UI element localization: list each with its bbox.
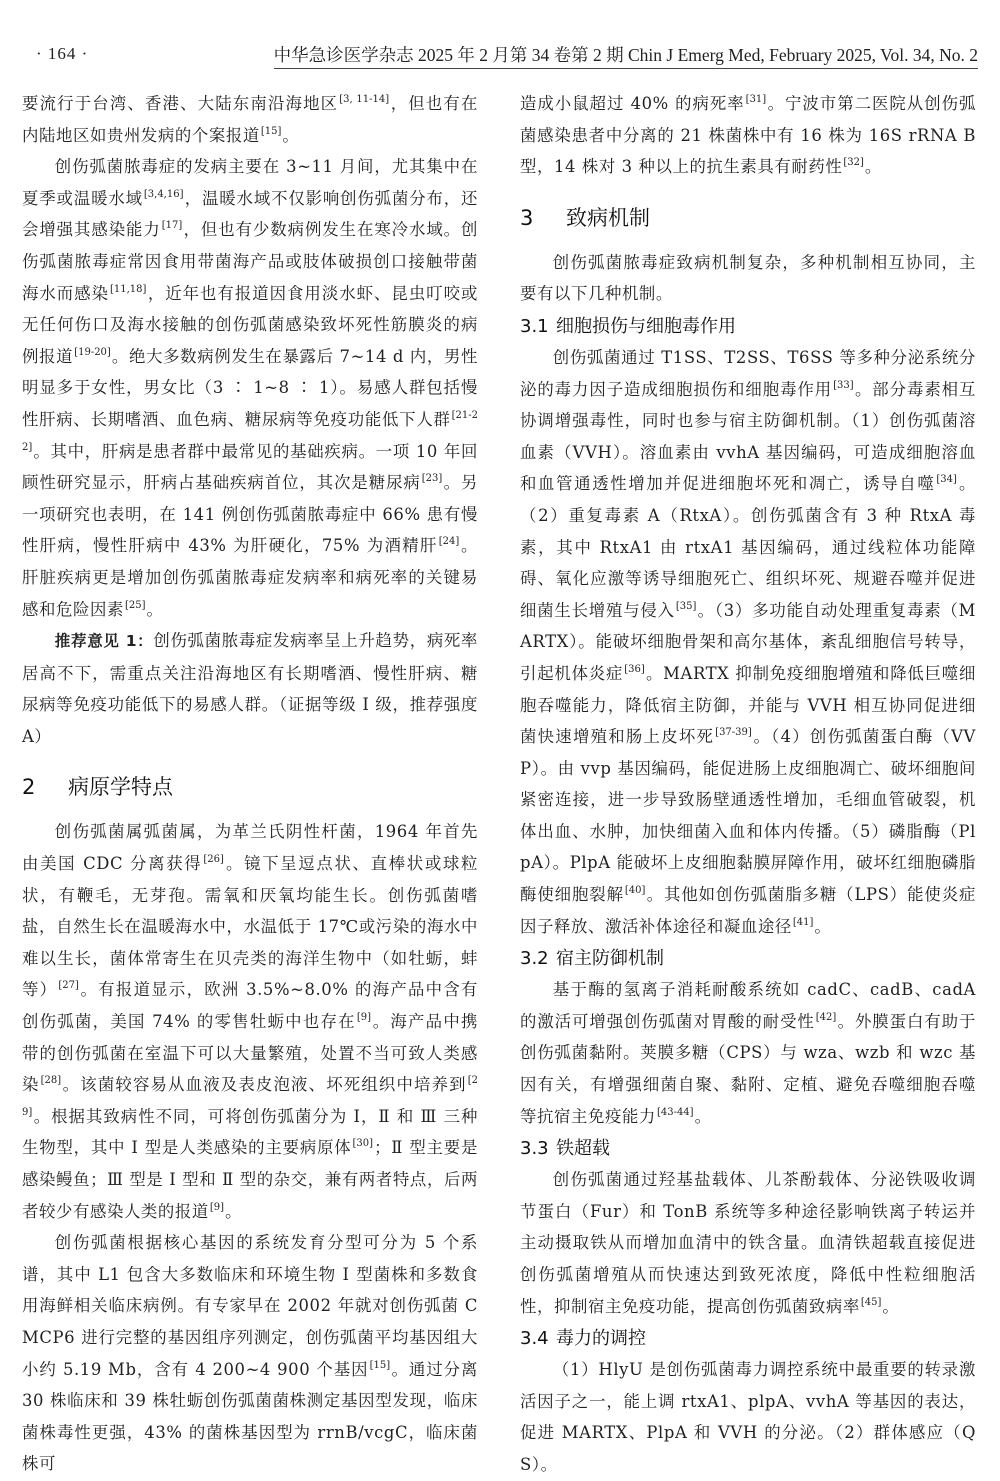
subsection-number: 3.4 bbox=[520, 1328, 549, 1350]
paragraph-text: （1）HlyU 是创伤弧菌毒力调控系统中最重要的转录激活因子之一，能上调 rtxA1、plpA、vvhA 等基因的表达，促进 MARTX、PlpA 和 VVH 的分泌。（2）群体感应（QS）。 bbox=[520, 1360, 976, 1474]
paragraph-text: 基于酶的氢离子消耗耐酸系统如 cadC、cadB、cadA 的激活可增强创伤弧菌对胃酸的耐受性 bbox=[520, 980, 976, 1031]
citation-ref: [19-20] bbox=[74, 346, 111, 358]
right-column bbox=[520, 88, 976, 1481]
paragraph-text: 。外膜蛋白有助于创伤弧菌黏附。荚膜多糖（CPS）与 wza、wzb 和 wzc 基因有关，有增强细菌自聚、黏附、定植、避免吞噬细胞吞噬等抗宿主免疫能力 bbox=[520, 1011, 976, 1126]
paragraph-text: 。海产品中携带的创伤弧菌在室温下可以大量繁殖，处置不当可致人类感染 bbox=[22, 1012, 479, 1095]
subsection-title: 铁超载 bbox=[556, 1138, 610, 1160]
paragraph bbox=[22, 1227, 478, 1480]
paragraph bbox=[22, 816, 478, 1227]
citation-ref: [43-44] bbox=[656, 1106, 694, 1118]
subsection-number: 3.1 bbox=[520, 315, 549, 337]
subsection-heading bbox=[520, 944, 976, 974]
subsection-heading bbox=[520, 1324, 976, 1354]
paragraph-text: 。该菌较容易从血液及表皮泡液、坏死组织中培养到 bbox=[62, 1075, 467, 1095]
section-number: 2 bbox=[22, 775, 36, 800]
section-title: 致病机制 bbox=[566, 205, 650, 230]
paragraph bbox=[22, 625, 478, 752]
citation-ref: [3, 11-14] bbox=[339, 94, 390, 105]
citation-ref: [35] bbox=[675, 600, 697, 612]
paragraph-text: 。 bbox=[146, 599, 164, 619]
paragraph-text: 造成小鼠超过 40% 的病死率 bbox=[520, 94, 745, 113]
paragraph-text: 。 bbox=[282, 125, 300, 145]
subsection-title: 毒力的调控 bbox=[556, 1328, 646, 1350]
paragraph-text: 。镜下呈逗点状、直棒状或球粒状，有鞭毛，无芽孢。需氧和厌氧均能生长。创伤弧菌嗜盐，自然生长在温暖海水中，水温低于 17℃或污染的海水中难以生长，菌体常寄生在贝壳类的海洋生物中（如牡蛎，蚌等） bbox=[22, 854, 479, 1000]
section-number: 3 bbox=[520, 205, 534, 230]
paragraph-text: 。MARTX 抑制免疫细胞增殖和降低巨噬细胞吞噬能力，降低宿主防御，并能与 VVH 相互协同促进细菌快速增殖和肠上皮坏死 bbox=[520, 663, 976, 747]
paragraph-text: 创伤弧菌通过 T1SS、T2SS、T6SS 等多种分泌系统分泌的毒力因子造成细胞损伤和细胞毒作用 bbox=[520, 347, 976, 399]
citation-ref: [27] bbox=[58, 980, 79, 992]
citation-ref: [41] bbox=[792, 916, 814, 928]
paragraph-text: 创伤弧菌脓毒症的发病主要在 3~11 月间，尤其集中在夏季或温暖水域 bbox=[22, 157, 478, 208]
paragraph-text: ；Ⅱ 型主要是感染鳗鱼；Ⅲ 型是 Ⅰ 型和 Ⅱ 型的杂交，兼有两者特点，后两者较少有感染人类的报道 bbox=[22, 1138, 478, 1221]
paragraph bbox=[22, 88, 478, 151]
citation-ref: [24] bbox=[438, 536, 460, 548]
paragraph bbox=[22, 151, 478, 625]
citation-ref: [42] bbox=[815, 1011, 837, 1023]
paragraph-text: 。 bbox=[864, 157, 882, 177]
journal-citation-line: 中华急诊医学杂志 2025 年 2 月第 34 卷第 2 期 Chin J Emerg Med, February 2025, Vol. 34, No. 2 bbox=[274, 42, 978, 69]
paragraph bbox=[520, 1354, 976, 1480]
citation-ref: [31] bbox=[745, 94, 767, 105]
citation-ref: [34] bbox=[936, 474, 957, 486]
paragraph-text: ，但也有在内陆地区如贵州发病的个案报道 bbox=[22, 94, 478, 145]
paragraph-text: 。有报道显示，欧洲 3.5%~8.0% 的海产品中含有创伤弧菌，美国 74% 的零售牡蛎中也存在 bbox=[22, 980, 478, 1032]
paragraph-text: 。肝脏疾病更是增加创伤弧菌脓毒症发病率和病死率的关键易感和危险因素 bbox=[22, 536, 478, 619]
subsection-heading bbox=[520, 312, 976, 342]
citation-ref: [40] bbox=[624, 885, 646, 897]
paragraph-text: ，近年也有报道因食用淡水虾、昆虫叮咬或无任何伤口及海水接触的创伤弧菌感染致坏死性筋膜炎的病例报道 bbox=[22, 283, 479, 366]
citation-ref: [15] bbox=[369, 1359, 391, 1371]
citation-ref: [3,4,16] bbox=[143, 188, 184, 200]
paragraph-text: 。（3）多功能自动处理重复毒素（MARTX）。能破坏细胞骨架和高尔基体，紊乱细胞信号转导，引起机体炎症 bbox=[520, 600, 976, 683]
paragraph-text: 。（2）重复毒素 A（RtxA）。创伤弧菌含有 3 种 RtxA 毒素，其中 RtxA1 由 rtxA1 基因编码，通过线粒体功能障碍、氧化应激等诱导细胞死亡、组织坏死、规避吞噬并促进细菌生长增殖与侵入 bbox=[520, 474, 976, 620]
citation-ref: [29] bbox=[22, 1075, 478, 1118]
citation-ref: [15] bbox=[260, 125, 282, 137]
paragraph bbox=[520, 88, 976, 183]
paragraph-text: 。 bbox=[225, 1201, 243, 1221]
section-heading bbox=[520, 203, 976, 233]
citation-ref: [9] bbox=[356, 1012, 372, 1024]
paragraph-text: 。部分毒素相互协调增强毒性，同时也参与宿主防御机制。（1）创伤弧菌溶血素（VVH）。溶血素由 vvhA 基因编码，可造成细胞溶血和血管通透性增加并促进细胞坏死和凋亡，诱导自噬 bbox=[520, 379, 976, 494]
paragraph-text: ，但也有少数病例发生在寒冷水域。创伤弧菌脓毒症常因食用带菌海产品或肢体破损创口接触带菌海水而感染 bbox=[22, 220, 478, 303]
paragraph-text: 。其中，肝病是患者群中最常见的基础疾病。一项 10 年回顾性研究显示，肝病占基础疾病首位，其次是糖尿病 bbox=[22, 441, 478, 493]
paragraph-text: ，温暖水域不仅影响创伤弧菌分布，还会增强其感染能力 bbox=[22, 188, 479, 240]
paragraph-text: 创伤弧菌脓毒症致病机制复杂，多种机制相互协同，主要有以下几种机制。 bbox=[520, 252, 976, 304]
section-title: 病原学特点 bbox=[68, 775, 173, 800]
paragraph-text: 要流行于台湾、香港、大陆东南沿海地区 bbox=[22, 94, 339, 113]
paragraph-text: 。其他如创伤弧菌脂多糖（LPS）能使炎症因子释放、激活补体途径和凝血途径 bbox=[520, 885, 977, 936]
paragraph-text: 创伤弧菌根据核心基因的系统发育分型可分为 5 个系谱，其中 L1 包含大多数临床和环境生物 Ⅰ 型菌株和多数食用海鲜相关临床病例。有专家早在 2002 年就对创伤弧菌 CMCP6 进行完整的基因组序列测定，创伤弧菌平均基因组大小约 5.19 Mb，含有 4 200~4 900 个基因 bbox=[22, 1233, 478, 1379]
section-heading bbox=[22, 772, 478, 802]
citation-ref: [21-22] bbox=[22, 409, 478, 453]
citation-ref: [25] bbox=[124, 599, 146, 611]
left-column bbox=[22, 88, 478, 1480]
citation-ref: [37-39] bbox=[715, 727, 752, 739]
citation-ref: [28] bbox=[40, 1075, 62, 1087]
citation-ref: [17] bbox=[161, 220, 183, 232]
paragraph bbox=[520, 247, 976, 310]
paragraph-text: 创伤弧菌通过羟基盐载体、儿茶酚载体、分泌铁吸收调节蛋白（Fur）和 TonB 系统等多种途径影响铁离子转运并主动摄取铁从而增加血清中的铁含量。血清铁超载直接促进创伤弧菌增殖从而快速达到致死浓度，降低中性粒细胞活性，抑制宿主免疫功能，提高创伤弧菌致病率 bbox=[520, 1170, 976, 1316]
paragraph-text: 。宁波市第二医院从创伤弧菌感染患者中分离的 21 株菌株中有 16 株为 16S rRNA B 型，14 株对 3 种以上的抗生素具有耐药性 bbox=[520, 94, 976, 177]
paragraph-text: 。 bbox=[694, 1106, 712, 1126]
citation-ref: [45] bbox=[860, 1296, 882, 1308]
paragraph bbox=[520, 974, 976, 1132]
paragraph-text: 。另一项研究也表明，在 141 例创伤弧菌脓毒症中 66% 患有慢性肝病，慢性肝病中 43% 为肝硬化，75% 为酒精肝 bbox=[22, 473, 478, 556]
subsection-heading bbox=[520, 1134, 976, 1164]
paragraph bbox=[520, 1164, 976, 1322]
subsection-title: 宿主防御机制 bbox=[556, 948, 664, 970]
paragraph-text: 。根据其致病性不同，可将创伤弧菌分为 Ⅰ，Ⅱ 和 Ⅲ 三种生物型，其中 Ⅰ 型是人类感染的主要病原体 bbox=[22, 1106, 478, 1158]
citation-ref: [30] bbox=[352, 1138, 374, 1150]
paragraph bbox=[520, 342, 976, 942]
paragraph-text: 。（4）创伤弧菌蛋白酶（VVP）。由 vvp 基因编码，能促进肠上皮细胞凋亡、破坏细胞间紧密连接，进一步导致肠壁通透性增加，毛细血管破裂，机体出血、水肿，加快细菌入血和体内传播。（5）磷脂酶（PlpA）。PlpA 能破坏上皮细胞黏膜屏障作用，破坏红细胞磷脂酶使细胞裂解 bbox=[520, 727, 976, 905]
citation-ref: [23] bbox=[421, 473, 443, 485]
paragraph-text: 。通过分离 30 株临床和 39 株牡蛎创伤弧菌菌株测定基因型发现，临床菌株毒性更强，43% 的菌株基因型为 rrnB/vcgC，临床菌株可 bbox=[22, 1359, 478, 1474]
paragraph-text: 创伤弧菌属弧菌属，为革兰氏阴性杆菌，1964 年首先由美国 CDC 分离获得 bbox=[22, 822, 478, 874]
subsection-title: 细胞损伤与细胞毒作用 bbox=[556, 315, 736, 337]
citation-ref: [26] bbox=[203, 854, 224, 866]
citation-ref: [32] bbox=[843, 157, 864, 169]
paragraph-text: 。绝大多数病例发生在暴露后 7~14 d 内，男性明显多于女性，男女比（3 ∶ 1~8 ∶ 1）。易感人群包括慢性肝病、长期嗜酒、血色病、糖尿病等免疫功能低下人群 bbox=[22, 346, 478, 429]
paragraph-text: 创伤弧菌脓毒症发病率呈上升趋势，病死率居高不下，需重点关注沿海地区有长期嗜酒、慢性肝病、糖尿病等免疫功能低下的易感人群。（证据等级 I 级，推荐强度 A） bbox=[22, 631, 478, 746]
paragraph-text: 。 bbox=[814, 916, 832, 936]
recommendation-label: 推荐意见 1： bbox=[54, 632, 154, 651]
citation-ref: [11,18] bbox=[110, 283, 147, 295]
citation-ref: [36] bbox=[624, 663, 645, 675]
subsection-number: 3.2 bbox=[520, 948, 549, 970]
citation-ref: [9] bbox=[209, 1201, 225, 1213]
page-number: · 164 · bbox=[36, 44, 89, 63]
subsection-number: 3.3 bbox=[520, 1138, 549, 1160]
citation-ref: [33] bbox=[833, 379, 854, 391]
paragraph-text: 。 bbox=[882, 1296, 900, 1316]
running-header bbox=[0, 38, 1000, 68]
